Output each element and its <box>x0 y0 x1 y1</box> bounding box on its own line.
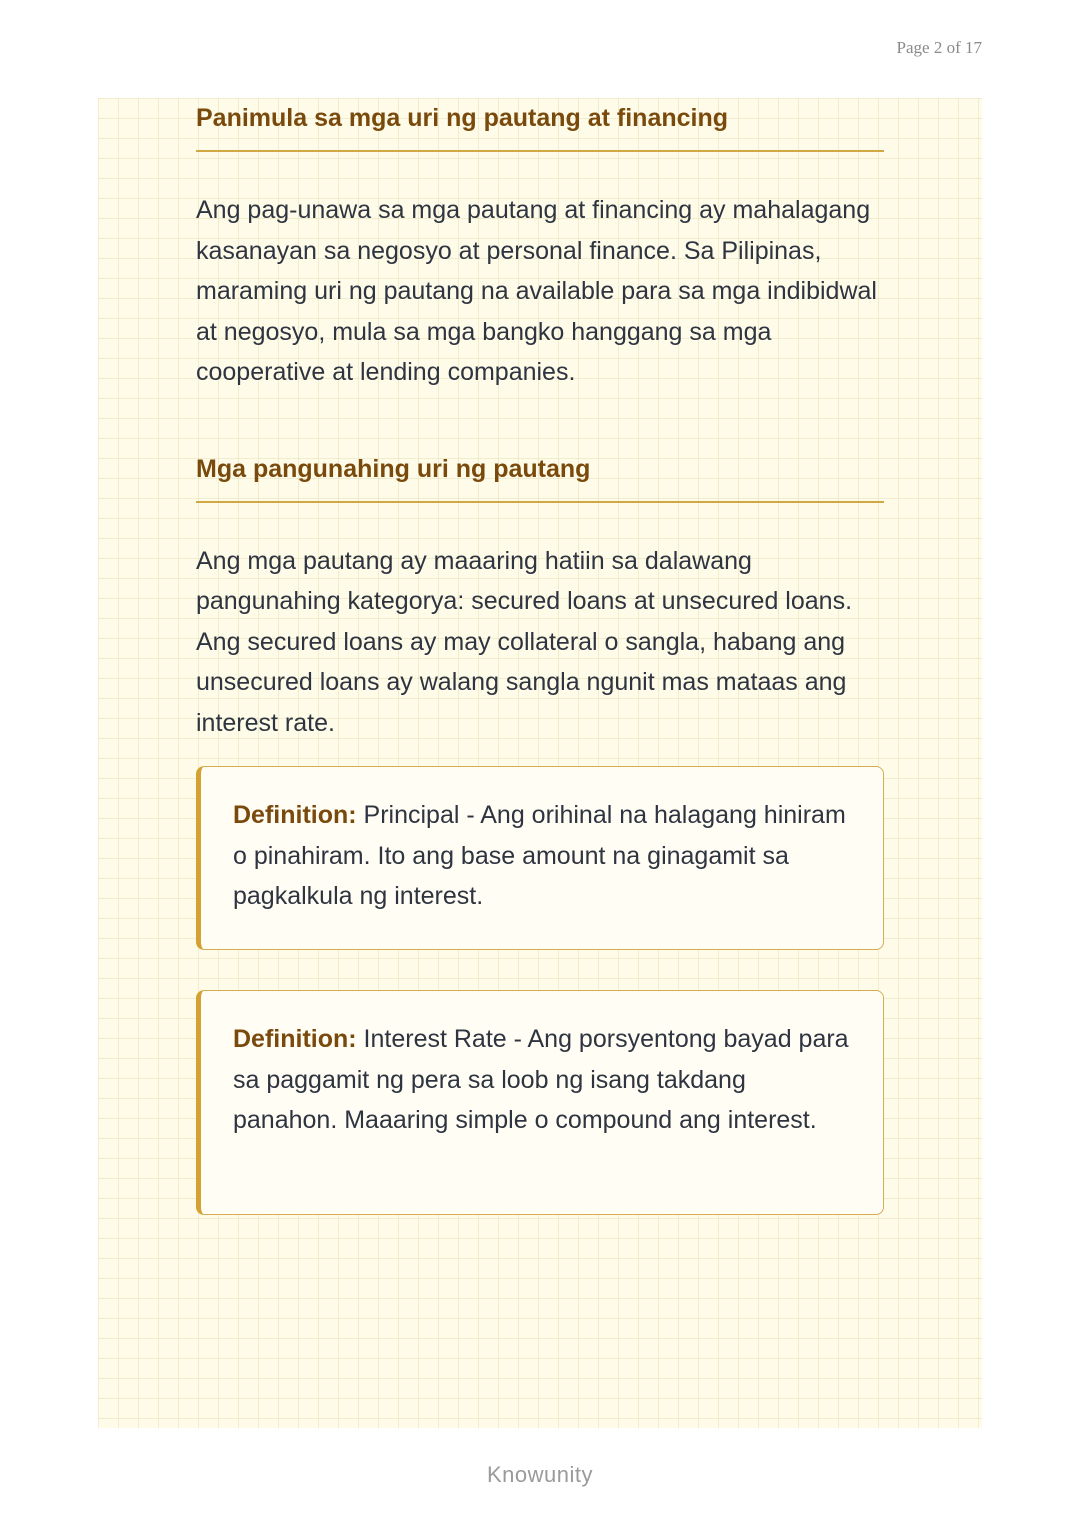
definition-box-principal <box>196 766 884 950</box>
note-sheet <box>98 98 982 1428</box>
section-heading-loan-types: Mga pangunahing uri ng pautang <box>196 449 884 503</box>
definition-label: Definition: <box>233 1025 357 1053</box>
definition-body: Interest Rate - Ang porsyentong bayad para sa paggamit ng pera sa loob ng isang takdang panahon. Maaaring simple o compound ang interest. <box>233 1025 849 1134</box>
definition-box-interest-rate <box>196 990 884 1215</box>
definition-text <box>233 1019 853 1141</box>
section-heading-intro: Panimula sa mga uri ng pautang at financing <box>196 98 884 152</box>
footer-brand: Knowunity <box>486 1462 593 1487</box>
definition-label: Definition: <box>233 801 357 829</box>
section-paragraph-loan-types: Ang mga pautang ay maaaring hatiin sa dalawang pangunahing kategorya: secured loans at unsecured loans. Ang secured loans ay may collateral o sangla, habang ang unsecured loans ay walang sangla ngunit mas mataas ang interest rate. <box>196 546 853 737</box>
page-number: Page 2 of 17 <box>896 38 982 57</box>
section-paragraph-intro: Ang pag-unawa sa mga pautang at financing ay mahalagang kasanayan sa negosyo at personal finance. Sa Pilipinas, maraming uri ng pautang na available para sa mga indibidwal at negosyo, mula sa mga bangko hanggang sa mga cooperative at lending companies. <box>196 196 877 386</box>
definition-text <box>233 795 853 917</box>
definition-body: Principal - Ang orihinal na halagang hiniram o pinahiram. Ito ang base amount na ginagamit sa pagkalkula ng interest. <box>233 801 846 910</box>
note-content <box>196 98 884 1134</box>
